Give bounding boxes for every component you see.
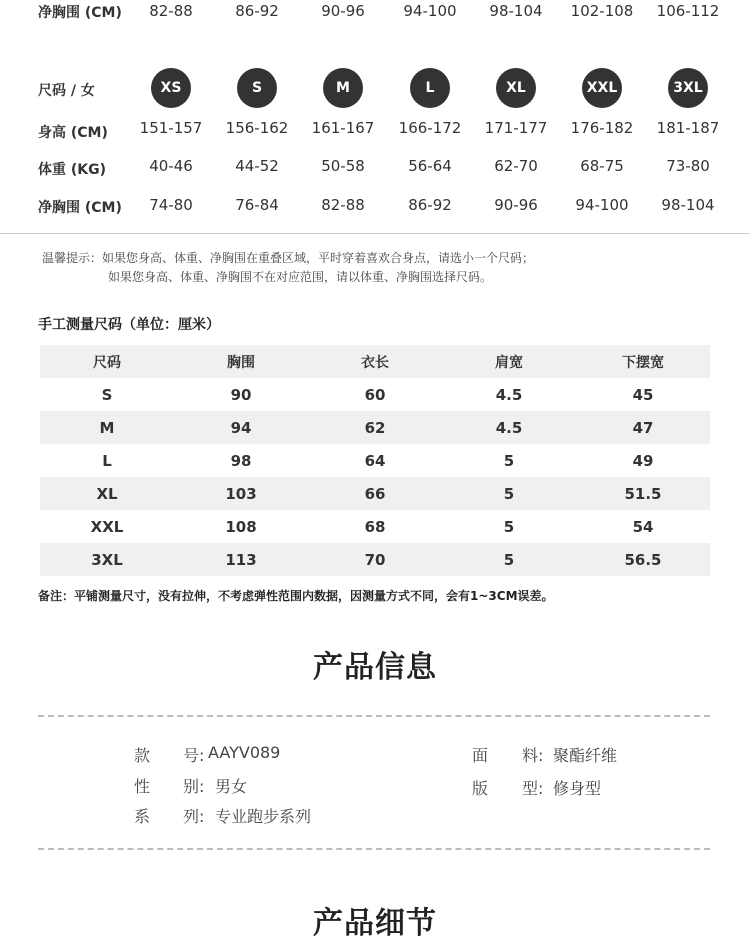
table-row (40, 477, 710, 510)
men-chest-value: 86-92 (235, 2, 279, 20)
table-header-cell: 衣长 (361, 354, 389, 371)
height-value: 181-187 (656, 119, 720, 137)
table-cell: 56.5 (624, 550, 662, 569)
info-label: 面 (472, 746, 489, 765)
women-chest-value: 86-92 (408, 196, 452, 214)
table-cell: 68 (364, 517, 386, 536)
table-cell: 108 (225, 517, 257, 536)
size-circle-l: L (410, 68, 450, 108)
info-label: 别: (183, 777, 205, 796)
women-chest-value: 98-104 (661, 196, 715, 214)
height-value: 176-182 (570, 119, 634, 137)
table-cell: XXL (90, 517, 124, 536)
table-row (40, 411, 710, 444)
table-header-cell: 胸围 (227, 354, 255, 371)
table-header-cell: 下摆宽 (622, 354, 664, 371)
men-chest-value: 98-104 (489, 2, 543, 20)
table-cell: L (102, 451, 112, 470)
info-label: 号: (183, 746, 205, 765)
women-height-label: 身高 (CM) (38, 125, 108, 141)
divider (0, 233, 750, 234)
table-cell: 5 (503, 517, 515, 536)
height-value: 156-162 (225, 119, 289, 137)
table-cell: 3XL (91, 550, 123, 569)
women-weight-label: 体重 (KG) (38, 162, 107, 178)
info-value-gender: 男女 (215, 777, 248, 796)
size-circle-xs: XS (151, 68, 191, 108)
info-value-style: AAYV089 (208, 743, 281, 762)
table-cell: 62 (364, 418, 386, 437)
size-circle-xl: XL (496, 68, 536, 108)
measurement-remark: 备注：平铺测量尺寸，没有拉伸，不考虑弹性范围内数据，因测量方式不同，会有1~3CM误差。 (38, 589, 554, 603)
weight-value: 68-75 (580, 157, 624, 175)
table-cell: XL (96, 484, 118, 503)
women-chest-value: 82-88 (321, 196, 365, 214)
size-circle-s: S (237, 68, 277, 108)
women-size-label: 尺码 / 女 (38, 83, 95, 99)
tip-line-1: 温馨提示：如果您身高、体重、净胸围在重叠区域，平时穿着喜欢合身点，请选小一个尺码； (42, 251, 535, 265)
weight-value: 56-64 (408, 157, 452, 175)
table-cell: 113 (225, 550, 257, 569)
women-chest-value: 94-100 (575, 196, 629, 214)
men-chest-value: 82-88 (149, 2, 193, 20)
men-chest-value: 102-108 (570, 2, 634, 20)
men-chest-value: 94-100 (403, 2, 457, 20)
weight-value: 62-70 (494, 157, 538, 175)
size-circle-m: M (323, 68, 363, 108)
height-value: 166-172 (398, 119, 462, 137)
table-cell: 60 (364, 385, 386, 404)
height-value: 161-167 (311, 119, 375, 137)
product-info-title: 产品信息 (313, 650, 437, 685)
table-cell: 94 (230, 418, 252, 437)
women-chest-value: 76-84 (235, 196, 279, 214)
table-cell: 103 (225, 484, 257, 503)
table-cell: 5 (503, 451, 515, 470)
women-chest-label: 净胸围 (CM) (38, 200, 122, 216)
measurement-table (40, 345, 710, 576)
measurement-title: 手工测量尺码（单位：厘米） (38, 317, 220, 333)
size-circle-xxl: XXL (582, 68, 622, 108)
table-cell: 64 (364, 451, 386, 470)
table-cell: S (101, 385, 113, 404)
table-cell: 90 (230, 385, 252, 404)
info-label: 性 (134, 777, 151, 796)
info-label: 型: (522, 779, 544, 798)
info-label: 料: (522, 746, 544, 765)
table-cell: 45 (632, 385, 654, 404)
size-circle-3xl: 3XL (668, 68, 708, 108)
table-cell: 66 (364, 484, 386, 503)
table-cell: M (99, 418, 115, 437)
table-cell: 51.5 (624, 484, 662, 503)
info-label: 版 (472, 779, 489, 798)
info-label: 列: (183, 807, 205, 826)
table-cell: 49 (632, 451, 654, 470)
table-cell: 5 (503, 550, 515, 569)
table-header-row (40, 345, 710, 378)
table-header-cell: 肩宽 (495, 354, 523, 371)
table-cell: 98 (230, 451, 252, 470)
dashed-divider (38, 848, 710, 850)
info-value-fabric: 聚酯纤维 (553, 746, 618, 765)
table-cell: 47 (632, 418, 654, 437)
table-row (40, 378, 710, 411)
women-chest-value: 74-80 (149, 196, 193, 214)
table-row (40, 510, 710, 543)
table-cell: 4.5 (495, 385, 523, 404)
men-chest-value: 106-112 (656, 2, 720, 20)
weight-value: 40-46 (149, 157, 193, 175)
weight-value: 44-52 (235, 157, 279, 175)
table-cell: 4.5 (495, 418, 523, 437)
table-cell: 54 (632, 517, 654, 536)
info-value-fit: 修身型 (553, 779, 602, 798)
weight-value: 50-58 (321, 157, 365, 175)
info-label: 款 (134, 746, 151, 765)
men-chest-value: 90-96 (321, 2, 365, 20)
table-cell: 70 (364, 550, 386, 569)
women-chest-value: 90-96 (494, 196, 538, 214)
table-cell: 5 (503, 484, 515, 503)
tip-line-2: 如果您身高、体重、净胸围不在对应范围，请以体重、净胸围选择尺码。 (108, 270, 493, 284)
info-label: 系 (134, 807, 151, 826)
weight-value: 73-80 (666, 157, 710, 175)
table-row (40, 543, 710, 576)
men-chest-label: 净胸围 (CM) (38, 5, 122, 21)
info-value-series: 专业跑步系列 (215, 807, 312, 826)
table-row (40, 444, 710, 477)
height-value: 151-157 (139, 119, 203, 137)
height-value: 171-177 (484, 119, 548, 137)
table-header-cell: 尺码 (93, 354, 121, 371)
dashed-divider (38, 715, 710, 717)
product-detail-title: 产品细节 (313, 906, 437, 941)
